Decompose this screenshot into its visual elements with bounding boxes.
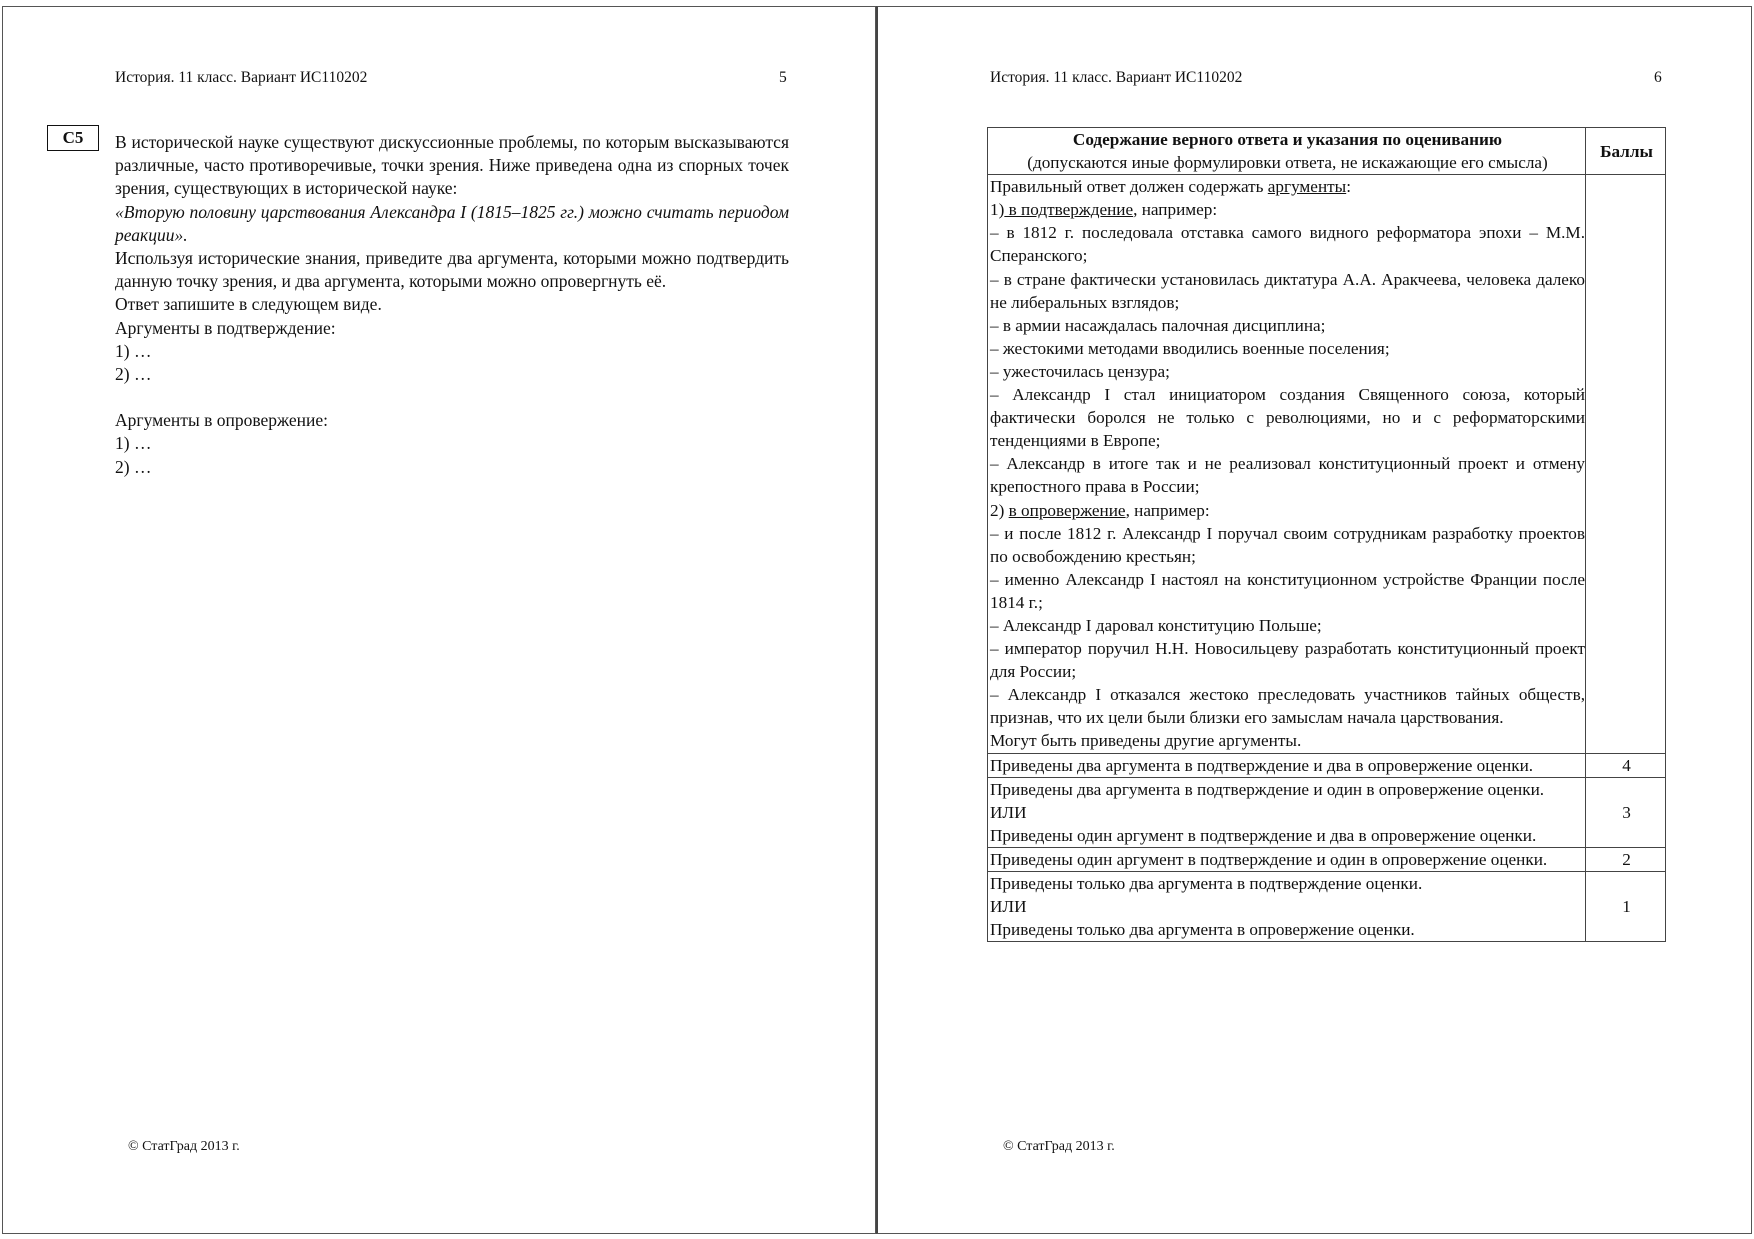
refute-item: 1) …: [115, 433, 152, 454]
refute-arg: – Александр I даровал конституцию Польше;: [990, 615, 1322, 635]
confirm-heading: Аргументы в подтверждение:: [115, 317, 336, 338]
refute-arg: – и после 1812 г. Александр I поручал своим сотрудникам разработку проектов по освобождению крестьян;: [990, 523, 1585, 566]
refute-item: 2) …: [115, 456, 152, 477]
task-instruction: Используя исторические знания, приведите два аргумента, которыми можно подтвердить данную точку зрения, и два аргумента, которыми можно опровергнуть её.: [115, 248, 789, 292]
table-head-points: Баллы: [1586, 128, 1666, 175]
table-head-subtitle: (допускаются иные формулировки ответа, не искажающие его смысла): [1027, 153, 1548, 173]
answer-content-cell: [988, 175, 1586, 753]
confirm-item: 2) …: [115, 364, 152, 385]
refute-heading: Аргументы в опровержение:: [115, 410, 328, 431]
answer-form-note: Ответ запишите в следующем виде.: [115, 294, 382, 315]
criteria-row: [988, 777, 1666, 847]
criteria-text: [988, 753, 1586, 777]
criteria-row: [988, 872, 1666, 942]
criteria-line: Приведены один аргумент в подтверждение и один в опровержение оценки.: [990, 849, 1548, 869]
refute-arg: – император поручил Н.Н. Новосильцеву разработать конституционный проект для России;: [990, 639, 1585, 682]
grading-table: [987, 127, 1666, 942]
confirm-label: 1) в подтверждение, например:: [990, 200, 1218, 220]
page-header: История. 11 класс. Вариант ИС110202: [990, 69, 1243, 86]
confirm-arg: – Александр в итоге так и не реализовал конституционный проект и отмену крепостного права в России;: [990, 454, 1585, 497]
criteria-text: [988, 777, 1586, 847]
criteria-line: Приведены только два аргумента в опровержение оценки.: [990, 920, 1415, 940]
criteria-row: [988, 847, 1666, 871]
confirm-arg: – в стране фактически установилась диктатура А.А. Аракчеева, человека далеко не либеральных взглядов;: [990, 269, 1585, 312]
task-intro: В исторической науке существуют дискуссионные проблемы, по которым высказываются различные, часто противоречивые, точки зрения. Ниже приведена одна из спорных точек зрения, существующих в исторической науке:: [115, 132, 789, 199]
table-header-row: [988, 128, 1666, 175]
criteria-text: [988, 872, 1586, 942]
confirm-item: 1) …: [115, 340, 152, 361]
page-header: История. 11 класс. Вариант ИС110202: [115, 69, 368, 86]
criteria-line: Приведены два аргумента в подтверждение и два в опровержение оценки.: [990, 755, 1534, 775]
other-args-note: Могут быть приведены другие аргументы.: [990, 731, 1302, 751]
table-head-title: Содержание верного ответа и указания по оцениванию: [1072, 130, 1503, 149]
criteria-line: Приведены два аргумента в подтверждение и один в опровержение оценки.: [990, 779, 1545, 799]
answer-points-cell: [1586, 175, 1666, 753]
criteria-points: 3: [1586, 777, 1666, 847]
criteria-line: Приведены один аргумент в подтверждение и два в опровержение оценки.: [990, 825, 1537, 845]
task-label: С5: [47, 125, 99, 151]
criteria-line: ИЛИ: [990, 897, 1027, 917]
right-page: [876, 6, 1752, 1234]
criteria-text: [988, 847, 1586, 871]
criteria-row: [988, 753, 1666, 777]
refute-arg: – Александр I отказался жестоко преследовать участников тайных обществ, признав, что их цели были близки его замыслам начала царствования.: [990, 685, 1585, 728]
confirm-arg: – Александр I стал инициатором создания Священного союза, который фактически боролся не только с революциями, но и с реформаторскими тенденциями в Европе;: [990, 385, 1585, 451]
confirm-arg: – в 1812 г. последовала отставка самого видного реформатора эпохи – М.М. Сперанского;: [990, 223, 1585, 266]
refute-arg: – именно Александр I настоял на конституционном устройстве Франции после 1814 г.;: [990, 569, 1585, 612]
page-number: 6: [1654, 69, 1662, 86]
criteria-points: 4: [1586, 753, 1666, 777]
criteria-line: Приведены только два аргумента в подтверждение оценки.: [990, 874, 1423, 893]
answer-content-row: [988, 175, 1666, 753]
left-page: [2, 6, 876, 1234]
refute-label: 2) в опровержение, например:: [990, 500, 1210, 520]
criteria-points: 1: [1586, 872, 1666, 942]
confirm-arg: – в армии насаждалась палочная дисциплина;: [990, 315, 1326, 335]
page-footer: © СтатГрад 2013 г.: [128, 1139, 240, 1154]
task-quote: «Вторую половину царствования Александра I (1815–1825 гг.) можно считать периодом реакции».: [115, 201, 789, 245]
criteria-points: 2: [1586, 847, 1666, 871]
task-body: [115, 131, 789, 479]
confirm-arg: – ужесточилась цензура;: [990, 361, 1170, 381]
table-header-content: [988, 128, 1586, 175]
criteria-line: ИЛИ: [990, 802, 1027, 822]
answer-intro: Правильный ответ должен содержать аргументы:: [990, 177, 1351, 197]
page-footer: © СтатГрад 2013 г.: [1003, 1139, 1115, 1154]
page-number: 5: [779, 69, 787, 86]
confirm-arg: – жестокими методами вводились военные поселения;: [990, 338, 1390, 358]
